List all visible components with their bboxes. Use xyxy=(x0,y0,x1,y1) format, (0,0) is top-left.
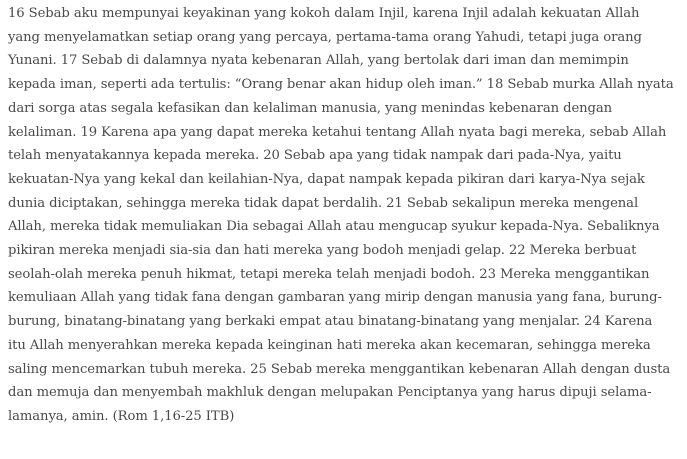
passage-line: kepada iman, seperti ada tertulis: “Orang benar akan hidup oleh iman.” 18 Sebab murka Allah nyata xyxy=(8,77,674,93)
passage-line: yang menyelamatkan setiap orang yang percaya, pertama-tama orang Yahudi, tetapi juga orang xyxy=(8,29,642,45)
passage-line: itu Allah menyerahkan mereka kepada keinginan hati mereka akan kecemaran, sehingga mereka xyxy=(8,337,651,353)
passage-line: 16 Sebab aku mempunyai keyakinan yang kokoh dalam Injil, karena Injil adalah kekuatan Allah xyxy=(8,6,640,21)
passage-line: kelaliman. 19 Karena apa yang dapat mereka ketahui tentang Allah nyata bagi mereka, sebab Allah xyxy=(8,124,667,140)
passage-line: dunia diciptakan, sehingga mereka tidak dapat berdalih. 21 Sebab sekalipun mereka mengenal xyxy=(8,195,639,211)
passage-line: dan memuja dan menyembah makhluk dengan melupakan Penciptanya yang harus dipuji selama- xyxy=(8,385,652,401)
passage-line: telah menyatakannya kepada mereka. 20 Sebab apa yang tidak nampak dari pada-Nya, yaitu xyxy=(8,148,622,164)
passage-line: kemuliaan Allah yang tidak fana dengan gambaran yang mirip dengan manusia yang fana, burung- xyxy=(8,290,662,306)
passage-line: Yunani. 17 Sebab di dalamnya nyata kebenaran Allah, yang bertolak dari iman dan memimpin xyxy=(8,53,629,69)
passage-line: dari sorga atas segala kefasikan dan kelaliman manusia, yang menindas kebenaran dengan xyxy=(8,100,613,116)
passage-line: pikiran mereka menjadi sia-sia dan hati mereka yang bodoh menjadi gelap. 22 Mereka berbuat xyxy=(8,243,637,259)
passage-line: kekuatan-Nya yang kekal dan keilahian-Nya, dapat nampak kepada pikiran dari karya-Nya sejak xyxy=(8,171,645,187)
passage-line: lamanya, amin. (Rom 1,16-25 ITB) xyxy=(8,408,235,424)
passage-line: seolah-olah mereka penuh hikmat, tetapi mereka telah menjadi bodoh. 23 Mereka menggantikan xyxy=(8,266,650,282)
passage-line: Allah, mereka tidak memuliakan Dia sebagai Allah atau mengucap syukur kepada-Nya. Sebaliknya xyxy=(8,219,660,235)
passage-line: burung, binatang-binatang yang berkaki empat atau binatang-binatang yang menjalar. 24 Karena xyxy=(8,314,653,330)
passage-line: saling mencemarkan tubuh mereka. 25 Sebab mereka menggantikan kebenaran Allah dengan dusta xyxy=(8,361,671,377)
